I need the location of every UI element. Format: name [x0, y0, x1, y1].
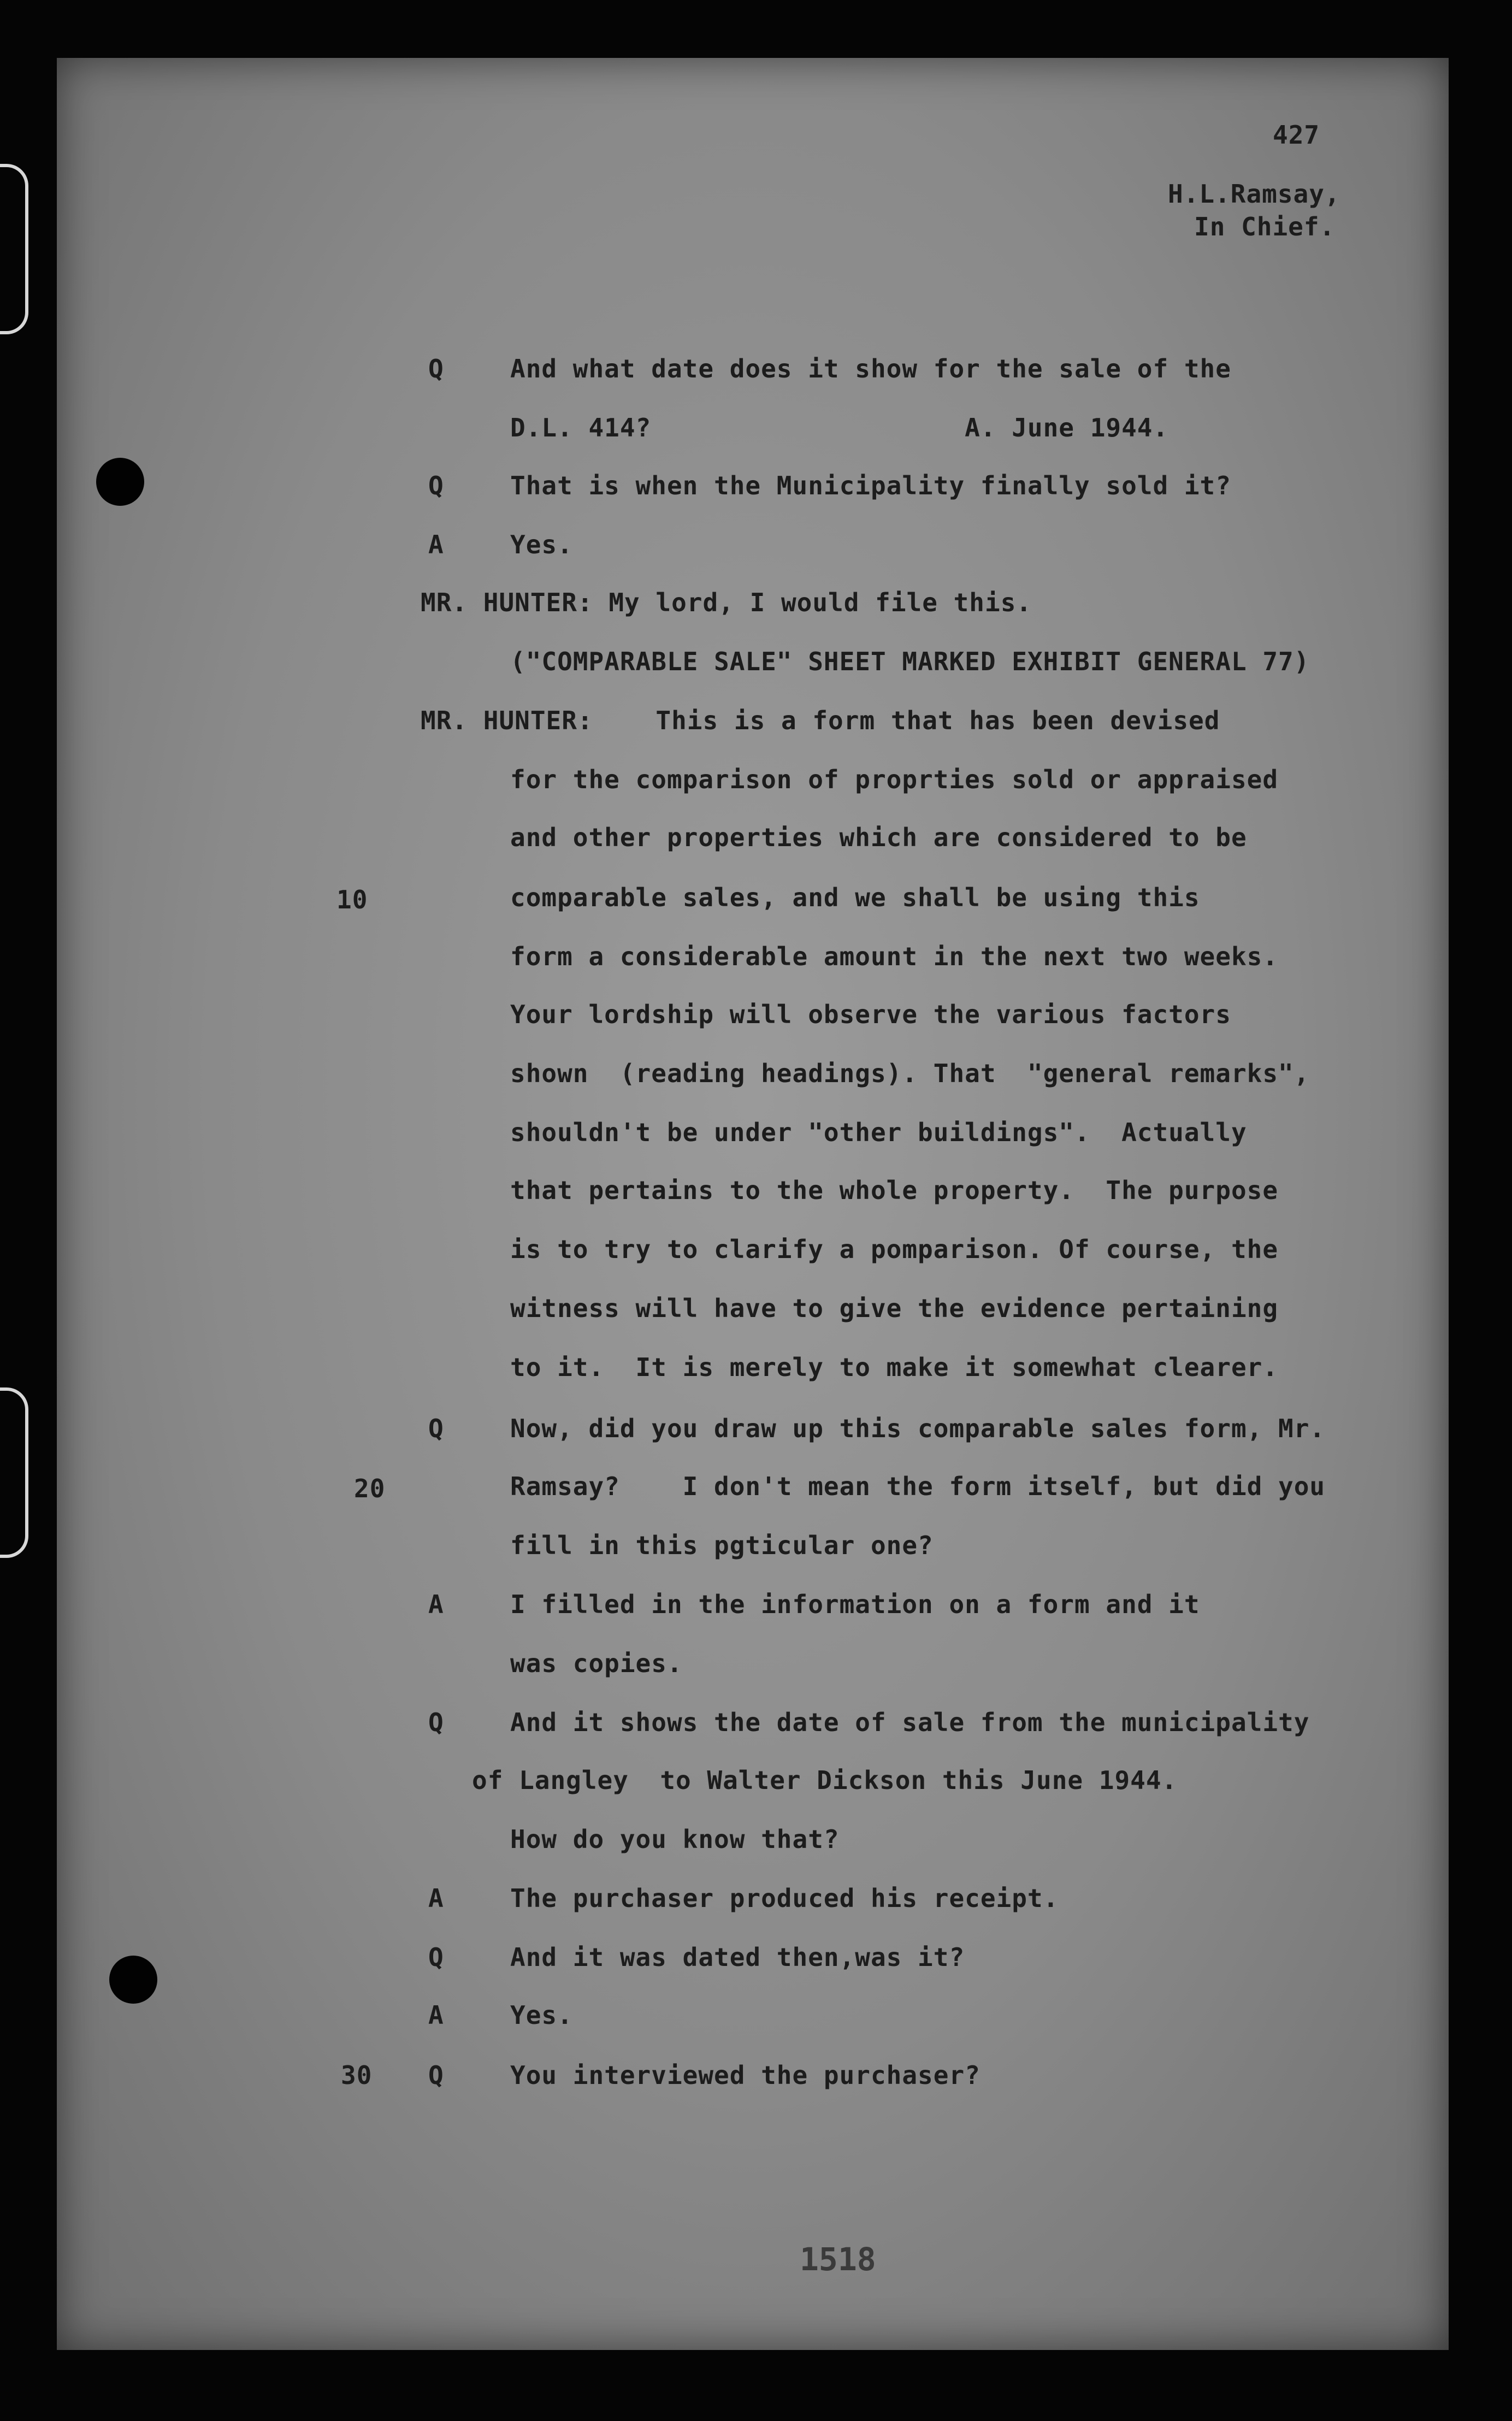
transcript-line: D.L. 414? A. June 1944.: [510, 413, 1169, 442]
transcript-line: That is when the Municipality finally sold it?: [510, 471, 1231, 500]
transcript-line: MR. HUNTER: My lord, I would file this.: [421, 588, 1032, 617]
transcript-line: was copies.: [510, 1649, 683, 1678]
transcript-line: of Langley to Walter Dickson this June 1944.: [472, 1765, 1178, 1795]
transcript-line: to it. It is merely to make it somewhat clearer.: [510, 1353, 1279, 1382]
transcript-line: comparable sales, and we shall be using this: [510, 883, 1200, 912]
transcript-line: The purchaser produced his receipt.: [510, 1883, 1059, 1913]
transcript-line: for the comparison of proprties sold or appraised: [510, 765, 1279, 794]
witness-name: H.L.Ramsay,: [1168, 179, 1340, 209]
speaker-marker: A: [428, 530, 444, 559]
speaker-marker: Q: [428, 354, 444, 383]
transcript-line: And it shows the date of sale from the municipality: [510, 1708, 1310, 1737]
transcript-line: is to try to clarify a pomparison. Of course, the: [510, 1235, 1279, 1264]
transcript-line: I filled in the information on a form and it: [510, 1590, 1200, 1619]
transcript-line: ("COMPARABLE SALE" SHEET MARKED EXHIBIT GENERAL 77): [510, 647, 1310, 676]
transcript-line: that pertains to the whole property. The purpose: [510, 1176, 1279, 1205]
transcript-line: And what date does it show for the sale of the: [510, 354, 1231, 383]
transcript-line: How do you know that?: [510, 1824, 840, 1854]
binder-hole: [96, 458, 144, 506]
transcript-line: witness will have to give the evidence pertaining: [510, 1294, 1279, 1323]
speaker-marker: Q: [428, 1708, 444, 1737]
margin-line-number: 10: [336, 885, 368, 914]
transcript-line: MR. HUNTER: This is a form that has been devised: [421, 706, 1220, 735]
transcript-line: shouldn't be under "other buildings". Actually: [510, 1118, 1247, 1147]
speaker-marker: A: [428, 2000, 444, 2030]
margin-line-number: 30: [341, 2060, 373, 2090]
page-number: 427: [1273, 120, 1320, 150]
examination-type: In Chief.: [1194, 212, 1336, 241]
speaker-marker: A: [428, 1883, 444, 1913]
transcript-line: Yes.: [510, 2000, 573, 2030]
binder-hole: [109, 1956, 157, 2004]
transcript-line: fill in this pgticular one?: [510, 1531, 934, 1560]
margin-line-number: 20: [354, 1474, 386, 1503]
transcript-line: form a considerable amount in the next two weeks.: [510, 942, 1279, 971]
binder-clip: [0, 1387, 28, 1558]
speaker-marker: Q: [428, 1942, 444, 1972]
transcript-line: Now, did you draw up this comparable sales form, Mr.: [510, 1414, 1326, 1443]
speaker-marker: Q: [428, 471, 444, 500]
binder-clip: [0, 164, 28, 334]
transcript-line: shown (reading headings). That "general remarks",: [510, 1059, 1310, 1088]
speaker-marker: Q: [428, 2060, 444, 2090]
transcript-line: You interviewed the purchaser?: [510, 2060, 981, 2090]
transcript-line: and other properties which are considered to be: [510, 823, 1247, 852]
speaker-marker: A: [428, 1590, 444, 1619]
transcript-line: Your lordship will observe the various factors: [510, 1000, 1231, 1029]
transcript-line: And it was dated then,was it?: [510, 1942, 965, 1972]
transcript-line: Yes.: [510, 530, 573, 559]
stamp-number: 1518: [800, 2241, 876, 2278]
speaker-marker: Q: [428, 1414, 444, 1443]
transcript-page: [57, 58, 1449, 2350]
transcript-line: Ramsay? I don't mean the form itself, but did you: [510, 1472, 1326, 1501]
